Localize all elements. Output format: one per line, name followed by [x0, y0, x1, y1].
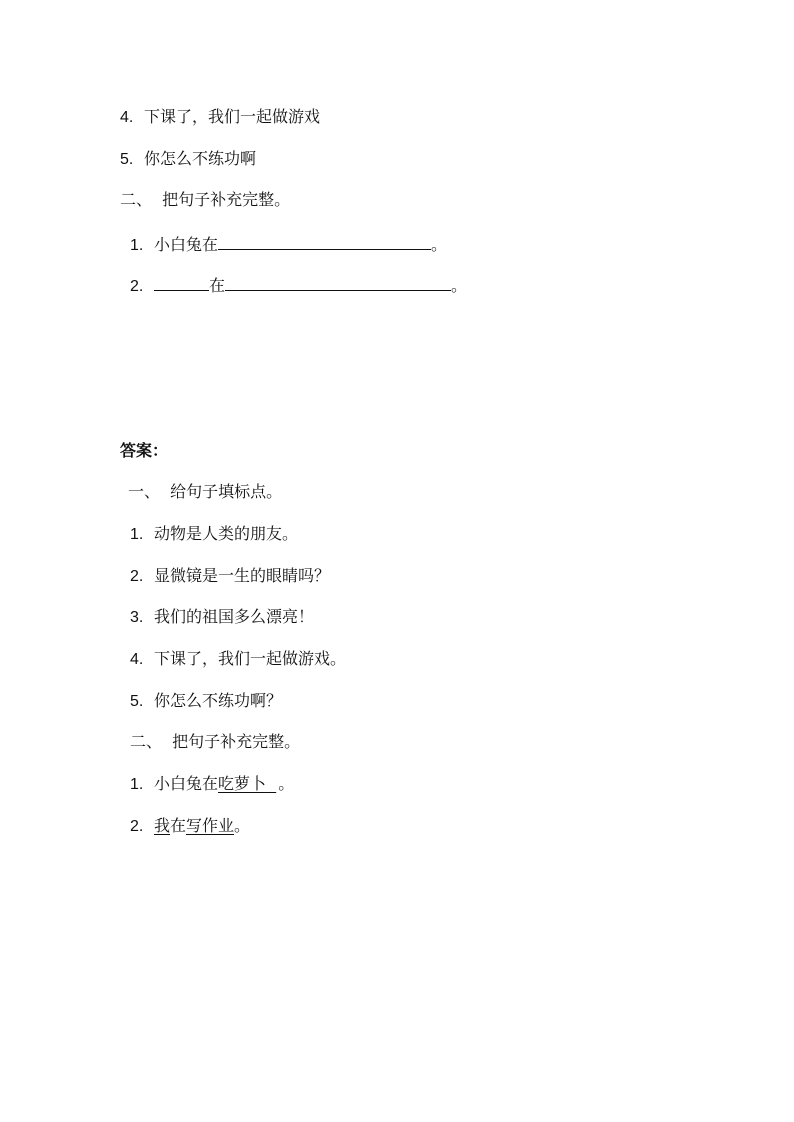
- fill-end: 。: [278, 774, 295, 793]
- answer-item-1: [130, 523, 298, 546]
- fill-prefix: 小白兔在: [154, 774, 219, 793]
- fill-item-1: [130, 231, 447, 257]
- answer-item-4: [130, 648, 346, 671]
- fill-end: 。: [234, 816, 251, 835]
- item-text: 我们的祖国多么漂亮！: [154, 607, 315, 626]
- fill-end: 。: [431, 235, 448, 254]
- answer-item-5: [130, 690, 282, 713]
- fill-mid: 在: [209, 276, 226, 295]
- answer-fill-item-2: [130, 815, 250, 838]
- answer-item-2: [130, 565, 330, 588]
- exercise-item-4: [120, 106, 320, 129]
- item-number: 1.: [130, 237, 144, 254]
- fill-blank-subject[interactable]: [154, 272, 209, 291]
- item-text: 你怎么不练功啊: [144, 149, 257, 168]
- fill-blank-action[interactable]: [225, 272, 451, 291]
- fill-end: 。: [451, 276, 468, 295]
- answer-fill-item-1: [130, 773, 294, 796]
- answers-section1-heading: 一、 给句子填标点。: [128, 482, 283, 501]
- exercise-section2-heading: 二、 把句子补充完整。: [120, 190, 291, 209]
- answers-section2-heading: 二、 把句子补充完整。: [130, 732, 301, 751]
- item-number: 1.: [130, 526, 144, 543]
- item-text: 下课了，我们一起做游戏: [144, 107, 321, 126]
- fill-item-2: [130, 272, 467, 298]
- item-number: 5.: [120, 151, 134, 168]
- filled-answer-subject: 我: [154, 816, 171, 835]
- fill-prefix: 小白兔在: [154, 235, 219, 254]
- item-number: 4.: [130, 651, 144, 668]
- item-text: 下课了，我们一起做游戏。: [154, 649, 347, 668]
- item-number: 5.: [130, 693, 144, 710]
- item-number: 2.: [130, 818, 144, 835]
- answers-title: 答案：: [120, 441, 169, 460]
- answer-item-3: [130, 606, 314, 629]
- item-text: 显微镜是一生的眼睛吗？: [154, 566, 331, 585]
- item-number: 3.: [130, 609, 144, 626]
- item-number: 2.: [130, 568, 144, 585]
- filled-answer-action: 写作业: [186, 816, 235, 835]
- exercise-item-5: [120, 148, 256, 171]
- filled-answer: 吃萝卜: [218, 774, 267, 793]
- item-number: 2.: [130, 278, 144, 295]
- item-text: 你怎么不练功啊？: [154, 691, 283, 710]
- item-number: 1.: [130, 776, 144, 793]
- fill-mid: 在: [170, 816, 187, 835]
- fill-blank[interactable]: [218, 231, 431, 250]
- item-text: 动物是人类的朋友。: [154, 524, 299, 543]
- item-number: 4.: [120, 109, 134, 126]
- underline-space: [266, 774, 276, 793]
